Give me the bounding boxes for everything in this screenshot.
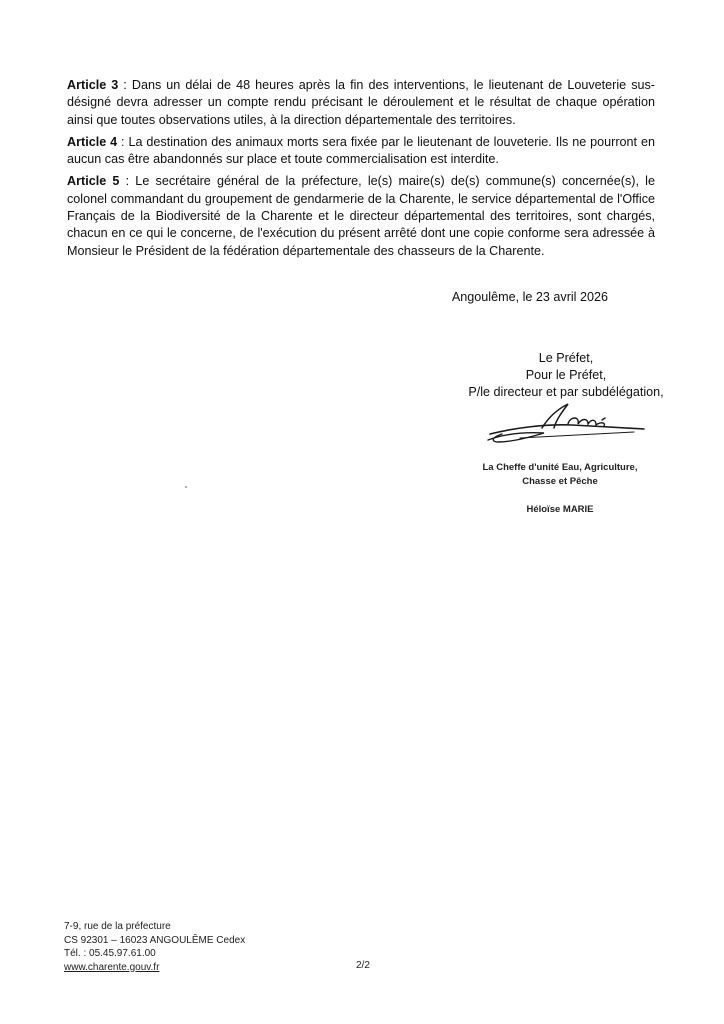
footer-street: 7-9, rue de la préfecture [64,921,171,932]
article-5-text: : Le secrétaire général de la préfecture, le(s) maire(s) de(s) commune(s) concernée(s), le colonel commandant du groupement de gendarmerie de la Charente, le service départemental de l'Office Français de la Biodiversité de la Charente et le directeur départemental des territoires, sont chargés, chacun en ce qui le concerne, de l'exécution du présent arrêté dont une copie conforme sera adressée à Monsieur le Président de la fédération départementale des chasseurs de la Charente. [67,174,655,258]
place-date: Angoulême, le 23 avril 2026 [451,290,608,304]
footer-phone: Tél. : 05.45.97.61.00 [64,948,156,959]
stamp-title-line-2: Chasse et Pêche [522,476,598,487]
footer-address-block [64,920,245,974]
articles-section [67,77,655,265]
article-3 [67,77,655,129]
article-4-label: Article 4 [67,134,118,149]
article-5-label: Article 5 [67,174,120,189]
stamp-name: Héloïse MARIE [526,504,594,515]
article-4-text: : La destination des animaux morts sera fixée par le lieutenant de louveterie. Ils ne pourront en aucun cas être abandonnés sur place et toute commercialisation est interdite. [67,134,655,167]
handwritten-signature [484,398,652,448]
scan-speck [185,486,187,488]
article-3-label: Article 3 [67,78,119,92]
signatory-line-2: Pour le Préfet, [525,368,607,382]
signatory-line-1: Le Préfet, [538,351,594,365]
page-number: 2/2 [356,960,370,971]
footer-website-link[interactable]: www.charente.gouv.fr [64,961,160,973]
signatory-block [430,350,702,401]
article-3-text: : Dans un délai de 48 heures après la fin des interventions, le lieutenant de Louveterie sus-désigné devra adresser un compte rendu précisant le déroulement et le résultat de chaque opération ainsi que toutes observations utiles, à la direction départementale des territoires. [67,78,655,127]
footer-postal: CS 92301 – 16023 ANGOULÊME Cedex [64,934,246,946]
signatory-stamp [470,461,650,517]
signatory-line-3: P/le directeur et par subdélégation, [468,385,664,399]
stamp-title-line-1: La Cheffe d'unité Eau, Agriculture, [482,462,638,473]
article-5 [67,173,655,259]
article-4 [67,134,655,169]
